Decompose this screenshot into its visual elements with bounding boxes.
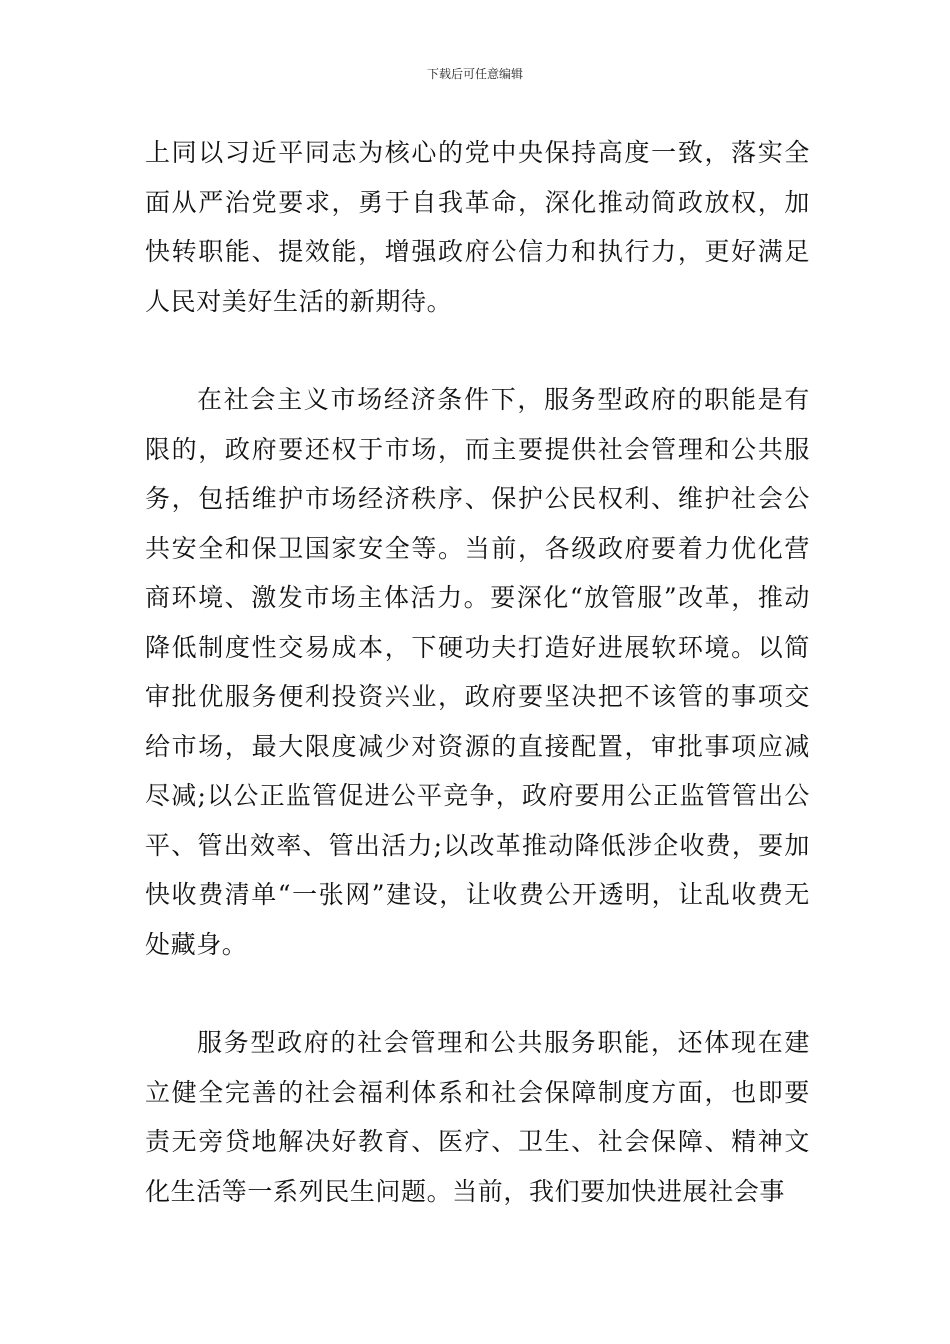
- paragraph-continued: 上同以习近平同志为核心的党中央保持高度一致，落实全面从严治党要求，勇于自我革命，深化推动简政放权，加快转职能、提效能，增强政府公信力和执行力，更好满足人民对美好生活的新期待。: [145, 138, 810, 316]
- page-header: 下载后可任意编辑: [426, 67, 523, 81]
- document-body: [145, 128, 810, 1216]
- paragraph: 服务型政府的社会管理和公共服务职能，还体现在建立健全完善的社会福利体系和社会保障制度方面，也即要责无旁贷地解决好教育、医疗、卫生、社会保障、精神文化生活等一系列民生问题。当前，我们要加快进展社会事: [145, 1028, 810, 1206]
- paragraph: 在社会主义市场经济条件下，服务型政府的职能是有限的，政府要还权于市场，而主要提供社会管理和公共服务，包括维护市场经济秩序、保护公民权利、维护社会公共安全和保卫国家安全等。当前，各级政府要着力优化营商环境、激发市场主体活力。要深化“放管服”改革，推动降低制度性交易成本，下硬功夫打造好进展软环境。以简审批优服务便利投资兴业，政府要坚决把不该管的事项交给市场，最大限度减少对资源的直接配置，审批事项应减尽减;以公正监管促进公平竞争，政府要用公正监管管出公平、管出效率、管出活力;以改革推动降低涉企收费，要加快收费清单“一张网”建设，让收费公开透明，让乱收费无处藏身。: [145, 385, 810, 959]
